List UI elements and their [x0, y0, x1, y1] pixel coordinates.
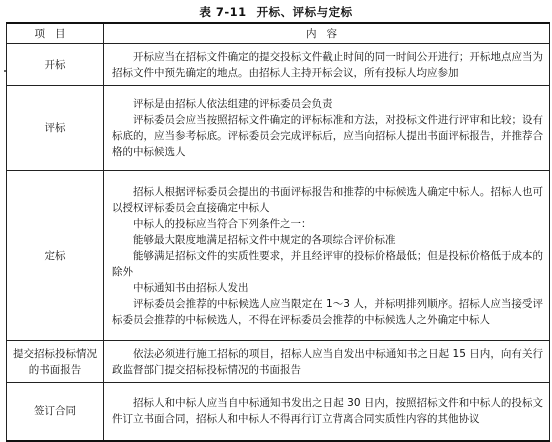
content-paragraph: 招标人根据评标委员会提出的书面评标报告和推荐的中标候选人确定中标人。招标人也可以授权评标委员会直接确定中标人 [112, 185, 543, 214]
content-cell [104, 44, 550, 86]
content-cell [104, 86, 550, 171]
content-paragraph: 能够满足招标文件的实质性要求，并且经评审的投标价格最低；但是投标价格低于成本的除外 [112, 249, 543, 278]
content-paragraph: 评标是由招标人依法组建的评标委员会负责 [133, 98, 333, 110]
table-number: 表 7-11 [199, 5, 247, 19]
item-cell: 评标 [7, 86, 104, 171]
content-paragraph: 中标人的投标应当符合下列条件之一： [133, 217, 312, 230]
content-paragraph: 开标应当在招标文件确定的提交投标文件截止时间的同一时间公开进行；开标地点应当为招标文件中预先确定的地点。由招标人主持开标会议，所有投标人均应参加 [112, 50, 543, 79]
table-row-contract [7, 383, 550, 441]
table-row-award [7, 171, 550, 341]
table-row-report [7, 341, 550, 383]
content-paragraph: 依法必须进行施工招标的项目，招标人应当自发出中标通知书之日起 15 日内，向有关行政监督部门提交招标投标情况的书面报告 [112, 347, 543, 376]
bidding-table [6, 22, 550, 442]
content-cell [104, 383, 550, 441]
header-row [7, 23, 550, 44]
content-paragraph: 招标人和中标人应当自中标通知书发出之日起 30 日内，按照招标文件和中标人的投标文件订立书面合同，招标人和中标人不得再行订立背离合同实质性内容的其他协议 [112, 397, 543, 426]
content-paragraph: 评标委员会应当按照招标文件确定的评标标准和方法，对投标文件进行评审和比较；设有标底的，应当参考标底。评标委员会完成评标后，应当向招标人提出书面评标报告，并推荐合格的中标候选人 [112, 114, 543, 158]
table-row-opening [7, 44, 550, 86]
header-content: 内容 [104, 23, 550, 44]
header-item: 项目 [7, 23, 104, 44]
content-cell [104, 341, 550, 383]
content-paragraph: 评标委员会推荐的中标候选人应当限定在 1～3 人，并标明排列顺序。招标人应当接受评标委员会推荐的中标候选人，不得在评标委员会推荐的中标候选人之外确定中标人 [112, 297, 543, 326]
content-cell [104, 171, 550, 341]
item-cell: 提交招标投标情况的书面报告 [7, 341, 104, 383]
item-cell: 签订合同 [7, 383, 104, 441]
table-row-evaluation [7, 86, 550, 171]
table-caption [0, 4, 552, 20]
table-title: 开标、评标与定标 [256, 5, 353, 19]
content-paragraph: 中标通知书由招标人发出 [133, 281, 249, 294]
content-paragraph: 能够最大限度地满足招标文件中规定的各项综合评价标准 [133, 233, 396, 246]
item-cell: 定标 [7, 171, 104, 341]
item-cell: 开标 [7, 44, 104, 86]
